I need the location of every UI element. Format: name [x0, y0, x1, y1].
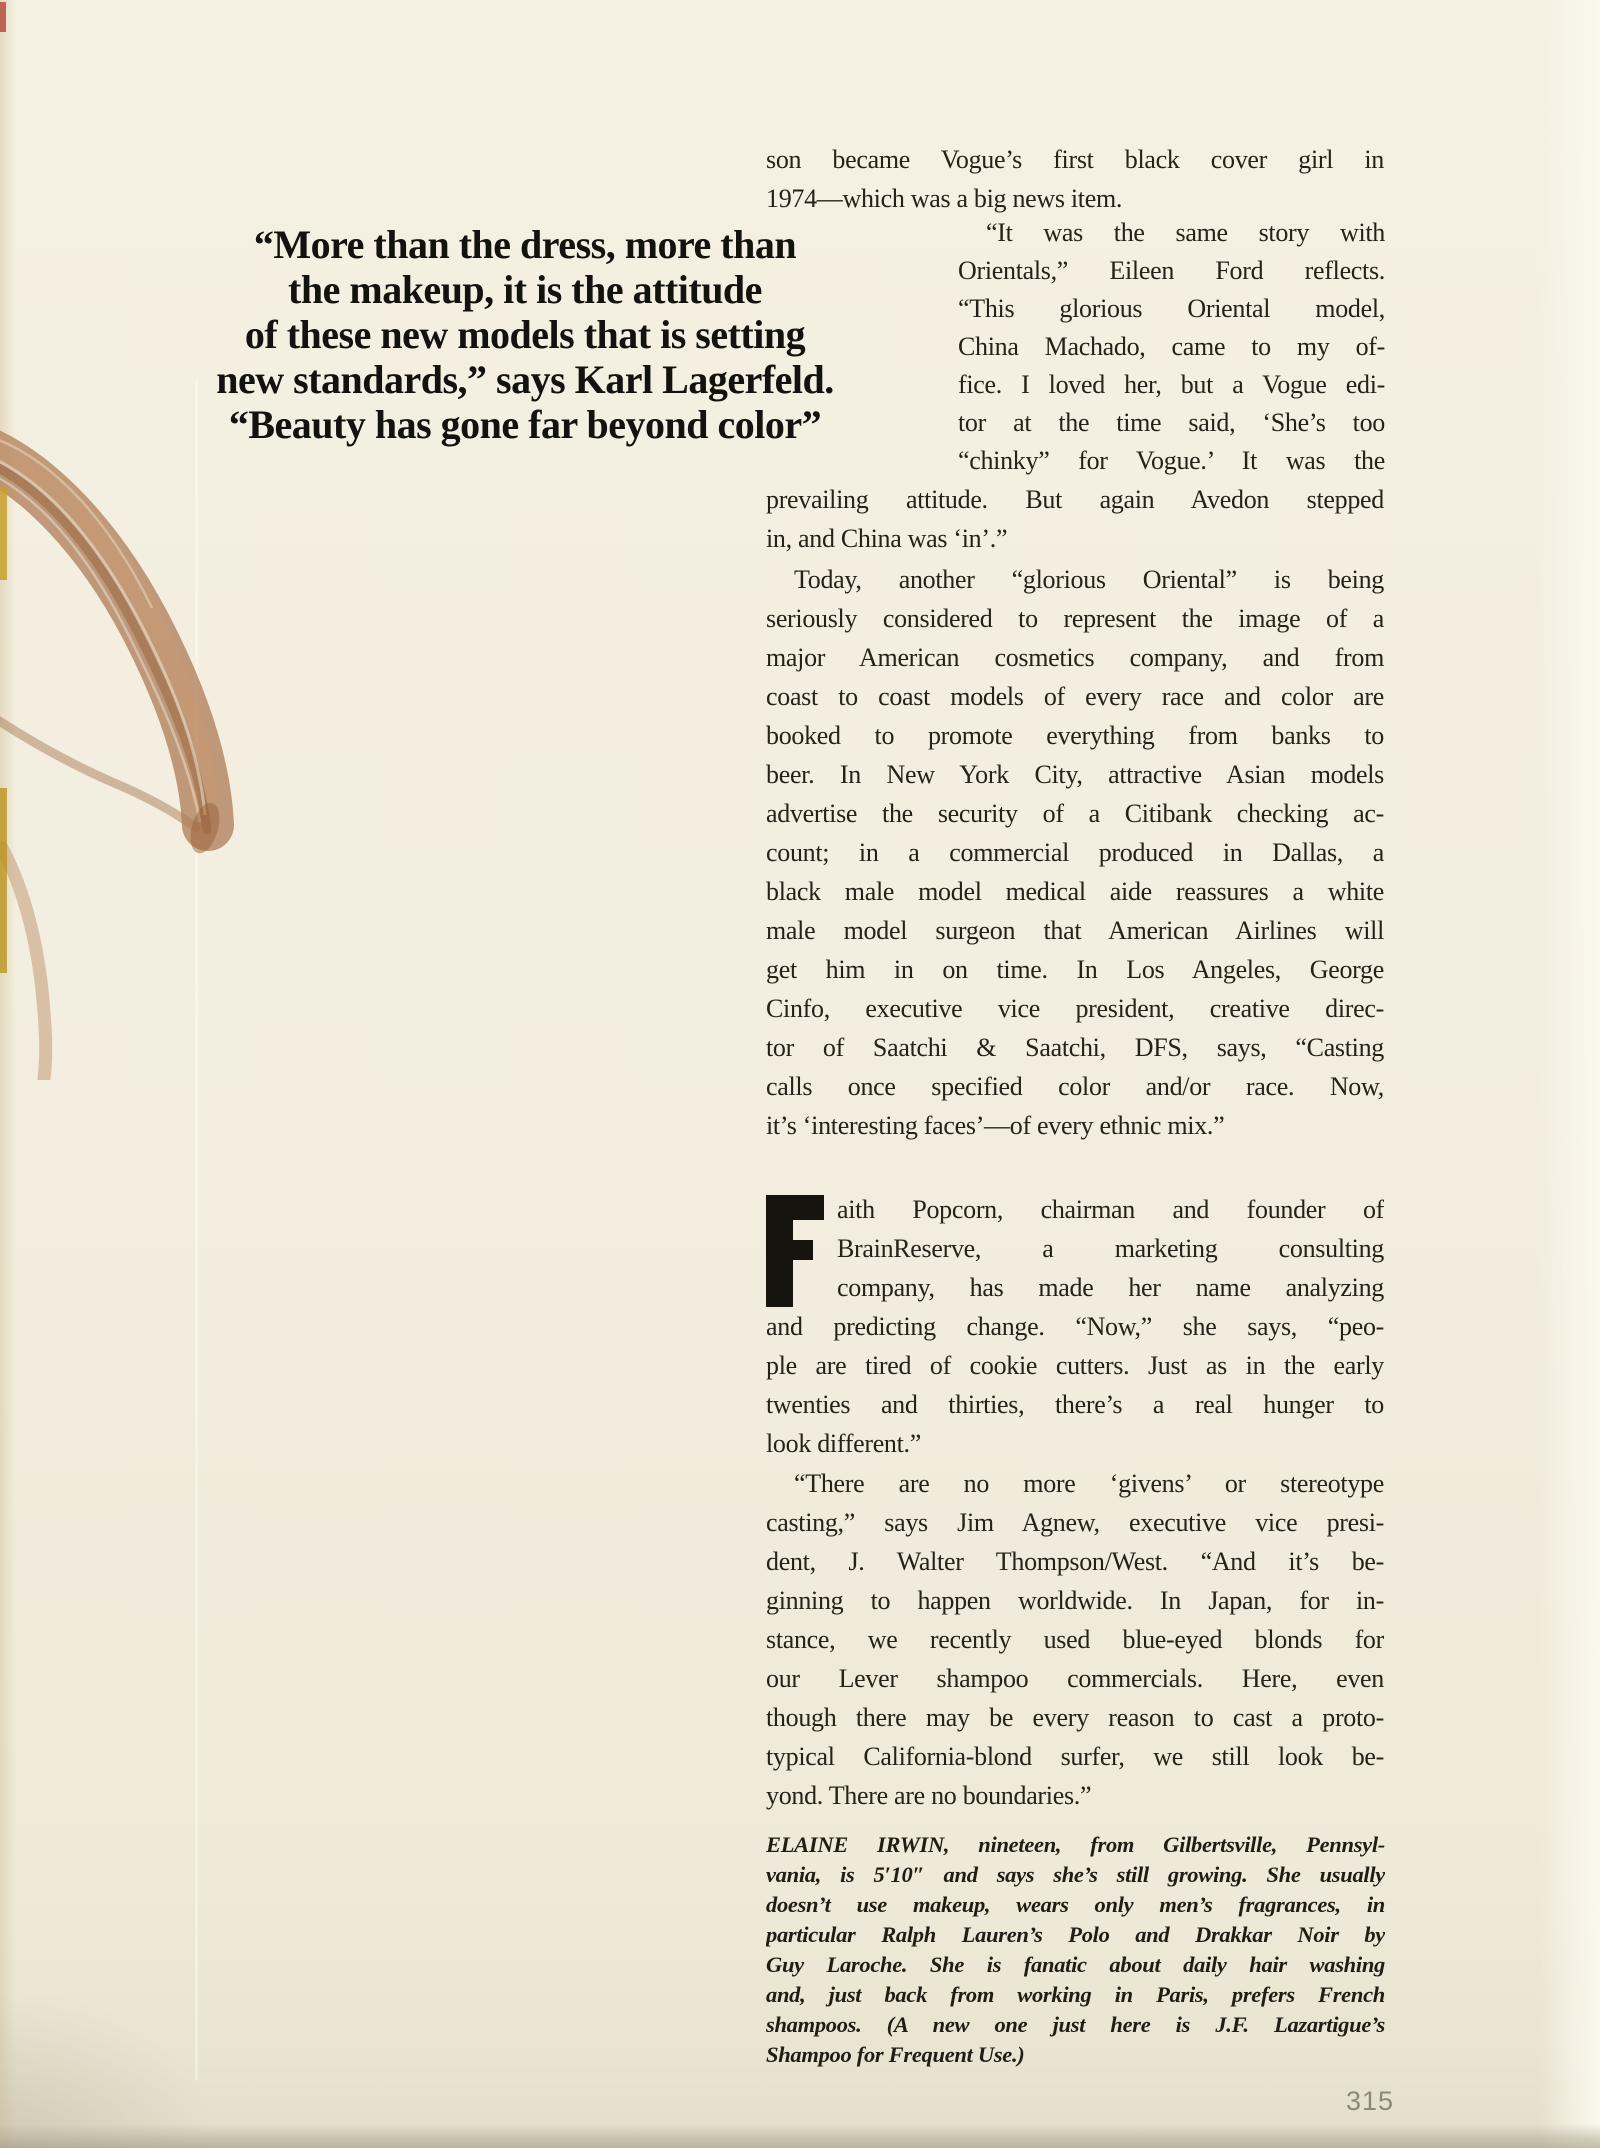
- paper-bottom-edge: [0, 2124, 1600, 2148]
- text-line: look different.”: [766, 1429, 921, 1458]
- paragraph-after-quote: [766, 480, 1384, 558]
- text-line: major American cosmetics company, and from: [766, 643, 1384, 672]
- text-line: Orientals,” Eileen Ford reflects.: [958, 256, 1385, 285]
- text-line: of these new models that is setting: [244, 312, 806, 357]
- page-number: 315: [1346, 2086, 1395, 2116]
- text-line: “More than the dress, more than: [253, 222, 797, 267]
- text-line: coast to coast models of every race and color are: [766, 682, 1384, 711]
- text-line: 1974—which was a big news item.: [766, 184, 1123, 213]
- text-line: vania, is 5′10″ and says she’s still growing. She usually: [766, 1862, 1385, 1887]
- gold-edge-strip: [0, 788, 7, 973]
- text-line: casting,” says Jim Agnew, executive vice presi-: [766, 1508, 1384, 1537]
- text-line: company, has made her name analyzing: [837, 1273, 1384, 1302]
- paragraph-faith-lines: [766, 1190, 1384, 1463]
- paper-edge-highlight: [1540, 0, 1600, 2148]
- text-line: son became Vogue’s first black cover girl in: [766, 145, 1384, 174]
- text-line: male model surgeon that American Airlines will: [766, 916, 1384, 945]
- text-line: “chinky” for Vogue.’ It was the: [958, 446, 1385, 475]
- text-line: advertise the security of a Citibank checking ac-: [766, 799, 1384, 828]
- text-line: stance, we recently used blue-eyed blonds for: [766, 1625, 1384, 1654]
- text-line: ple are tired of cookie cutters. Just as in the early: [766, 1351, 1384, 1380]
- text-line: ginning to happen worldwide. In Japan, for in-: [766, 1586, 1384, 1615]
- model-bio-elaine-irwin: [766, 1830, 1385, 2070]
- paragraph-today: [766, 560, 1384, 1145]
- text-line: Today, another “glorious Oriental” is being: [794, 565, 1384, 594]
- red-corner-mark: [0, 2, 6, 32]
- text-line: fice. I loved her, but a Vogue edi-: [958, 370, 1385, 399]
- text-line: our Lever shampoo commercials. Here, even: [766, 1664, 1384, 1693]
- text-line: the makeup, it is the attitude: [288, 267, 762, 312]
- pull-quote: [106, 222, 944, 447]
- text-line: get him in on time. In Los Angeles, George: [766, 955, 1384, 984]
- text-line: “It was the same story with: [986, 218, 1385, 247]
- text-line: twenties and thirties, there’s a real hunger to: [766, 1390, 1384, 1419]
- text-line: Shampoo for Frequent Use.): [766, 2042, 1025, 2067]
- text-line: ELAINE IRWIN, nineteen, from Gilbertsville, Pennsyl-: [766, 1832, 1385, 1857]
- gold-edge-strip: [0, 488, 7, 580]
- text-line: “There are no more ‘givens’ or stereotype: [794, 1469, 1384, 1498]
- text-line: booked to promote everything from banks to: [766, 721, 1384, 750]
- text-line: Cinfo, executive vice president, creative direc-: [766, 994, 1384, 1023]
- text-line: yond. There are no boundaries.”: [766, 1781, 1092, 1810]
- text-line: though there may be every reason to cast a proto-: [766, 1703, 1384, 1732]
- text-line: “This glorious Oriental model,: [958, 294, 1385, 323]
- text-line: Guy Laroche. She is fanatic about daily hair washing: [766, 1952, 1385, 1977]
- paragraph-intro: [766, 140, 1384, 218]
- text-line: calls once specified color and/or race. Now,: [766, 1072, 1384, 1101]
- text-line: particular Ralph Lauren’s Polo and Drakkar Noir by: [766, 1922, 1385, 1947]
- text-line: aith Popcorn, chairman and founder of: [837, 1195, 1384, 1224]
- text-line: “Beauty has gone far beyond color”: [228, 402, 822, 447]
- text-line: it’s ‘interesting faces’—of every ethnic mix.”: [766, 1111, 1225, 1140]
- text-line: beer. In New York City, attractive Asian models: [766, 760, 1384, 789]
- text-line: seriously considered to represent the image of a: [766, 604, 1384, 633]
- text-line: China Machado, came to my of-: [958, 332, 1385, 361]
- text-line: new standards,” says Karl Lagerfeld.: [216, 357, 834, 402]
- text-line: black male model medical aide reassures a white: [766, 877, 1384, 906]
- paragraph-faith-popcorn: [766, 1190, 1384, 1463]
- text-line: prevailing attitude. But again Avedon stepped: [766, 485, 1384, 514]
- text-line: tor of Saatchi & Saatchi, DFS, says, “Casting: [766, 1033, 1384, 1062]
- text-line: in, and China was ‘in’.”: [766, 524, 1008, 553]
- text-line: and predicting change. “Now,” she says, “peo-: [766, 1312, 1384, 1341]
- paragraph-no-more-givens: [766, 1464, 1384, 1815]
- text-line: dent, J. Walter Thompson/West. “And it’s be-: [766, 1547, 1384, 1576]
- paragraph-wrapped-beside-quote: [958, 214, 1385, 480]
- pastel-stroke-illustration: [0, 430, 260, 1080]
- drop-cap-shape: [766, 1195, 793, 1307]
- text-line: BrainReserve, a marketing consulting: [837, 1234, 1384, 1263]
- text-line: tor at the time said, ‘She’s too: [958, 408, 1385, 437]
- text-line: count; in a commercial produced in Dallas, a: [766, 838, 1384, 867]
- text-line: and, just back from working in Paris, prefers French: [766, 1982, 1385, 2007]
- drop-cap-letter-f: [766, 1195, 824, 1307]
- text-line: shampoos. (A new one just here is J.F. Lazartigue’s: [766, 2012, 1385, 2037]
- text-line: doesn’t use makeup, wears only men’s fragrances, in: [766, 1892, 1385, 1917]
- text-line: typical California-blond surfer, we still look be-: [766, 1742, 1384, 1771]
